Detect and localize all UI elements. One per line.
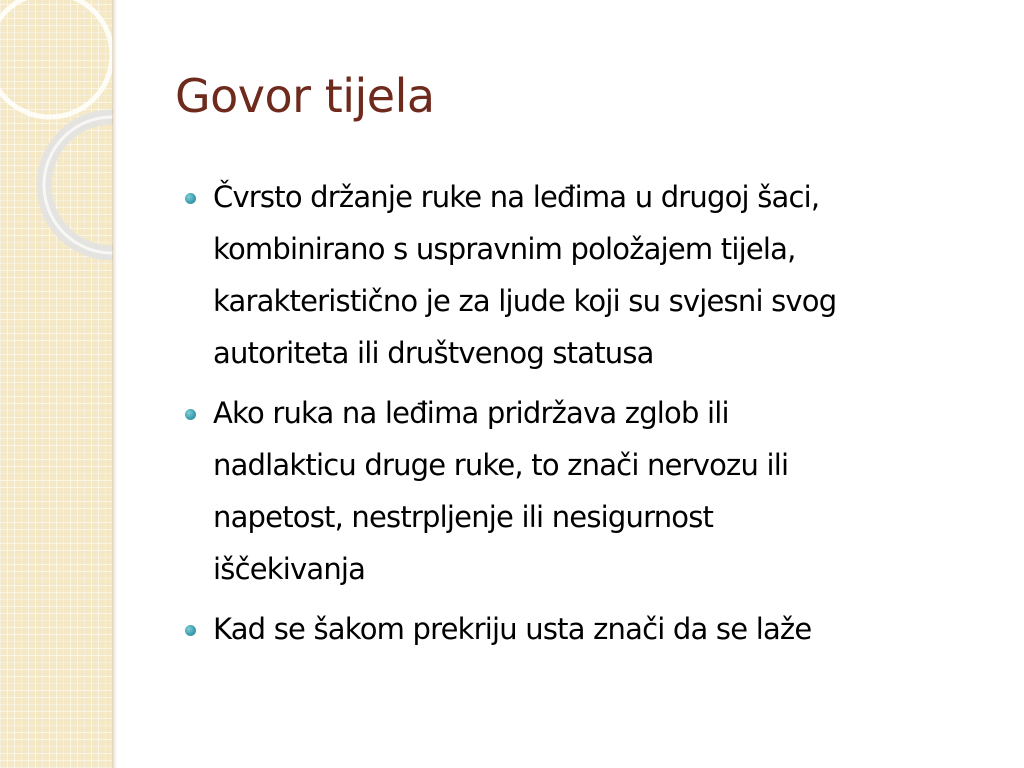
bullet-list xyxy=(182,171,1002,663)
bullet-line: karakteristično je za ljude koji su svjesni svog xyxy=(213,284,837,318)
bullet-item-1 xyxy=(182,171,1002,379)
bullet-line: Kad se šakom prekriju usta znači da se laže xyxy=(213,612,812,646)
bullet-item-3 xyxy=(182,603,1002,655)
bullet-item-2 xyxy=(182,387,1002,595)
bullet-marker-icon xyxy=(185,625,196,636)
decorative-side-strip xyxy=(0,0,113,768)
bullet-marker-icon xyxy=(185,193,196,204)
bullet-line: iščekivanja xyxy=(213,552,366,586)
bullet-line: nadlakticu druge ruke, to znači nervozu ili xyxy=(213,448,789,482)
strip-edge-shadow xyxy=(112,0,117,768)
bullet-marker-icon xyxy=(185,409,196,420)
decorative-circles xyxy=(0,0,113,260)
bullet-line: Čvrsto držanje ruke na leđima u drugoj šaci, xyxy=(213,180,820,214)
bullet-line: autoriteta ili društvenog statusa xyxy=(213,336,654,370)
slide-title: Govor tijela xyxy=(175,69,435,123)
bullet-line: kombinirano s uspravnim položajem tijela, xyxy=(213,232,796,266)
bullet-line: napetost, nestrpljenje ili nesigurnost xyxy=(213,500,714,534)
bullet-line: Ako ruka na leđima pridržava zglob ili xyxy=(213,396,729,430)
